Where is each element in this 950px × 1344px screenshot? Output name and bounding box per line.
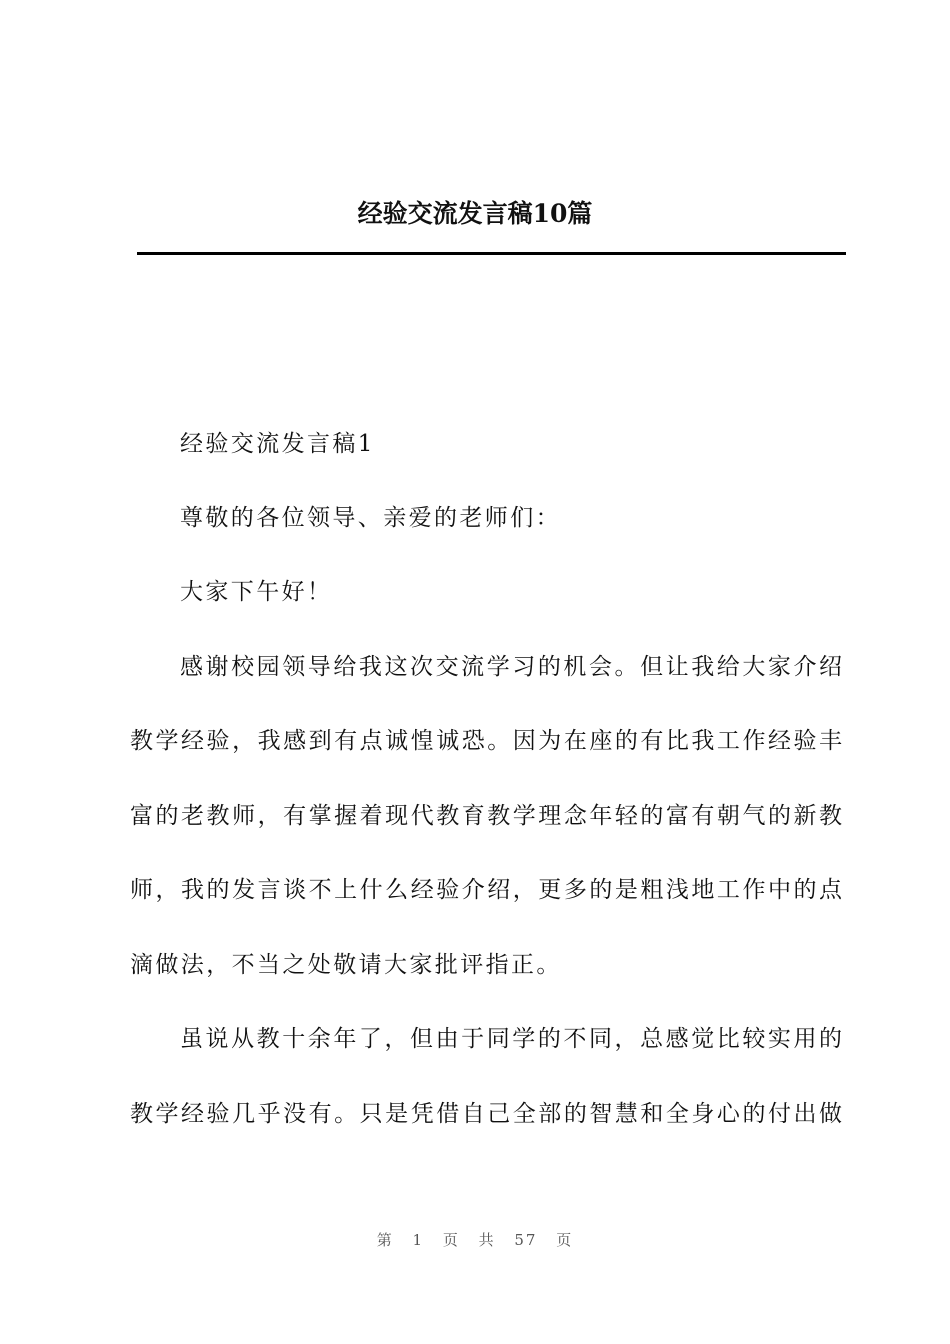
greeting-line: 大家下午好！ bbox=[180, 579, 333, 605]
body-line: 虽说从教十余年了，但由于同学的不同，总感觉比较实用的 bbox=[180, 1026, 842, 1052]
body-line: 富的老教师，有掌握着现代教育教学理念年轻的富有朝气的新教 bbox=[130, 803, 842, 829]
page-number-footer: 第 1 页 共 57 页 bbox=[376, 1231, 574, 1249]
document-title: 经验交流发言稿10篇 bbox=[357, 199, 593, 228]
body-line: 教学经验，我感到有点诚惶诚恐。因为在座的有比我工作经验丰 bbox=[130, 728, 842, 754]
salutation-line: 尊敬的各位领导、亲爱的老师们： bbox=[180, 505, 561, 531]
body-line: 滴做法，不当之处敬请大家批评指正。 bbox=[130, 952, 562, 978]
body-line: 师，我的发言谈不上什么经验介绍，更多的是粗浅地工作中的点 bbox=[130, 877, 842, 903]
title-divider bbox=[137, 252, 846, 255]
section-heading: 经验交流发言稿1 bbox=[180, 431, 375, 457]
body-line: 教学经验几乎没有。只是凭借自己全部的智慧和全身心的付出做 bbox=[130, 1101, 842, 1127]
body-line: 感谢校园领导给我这次交流学习的机会。但让我给大家介绍 bbox=[180, 654, 842, 680]
